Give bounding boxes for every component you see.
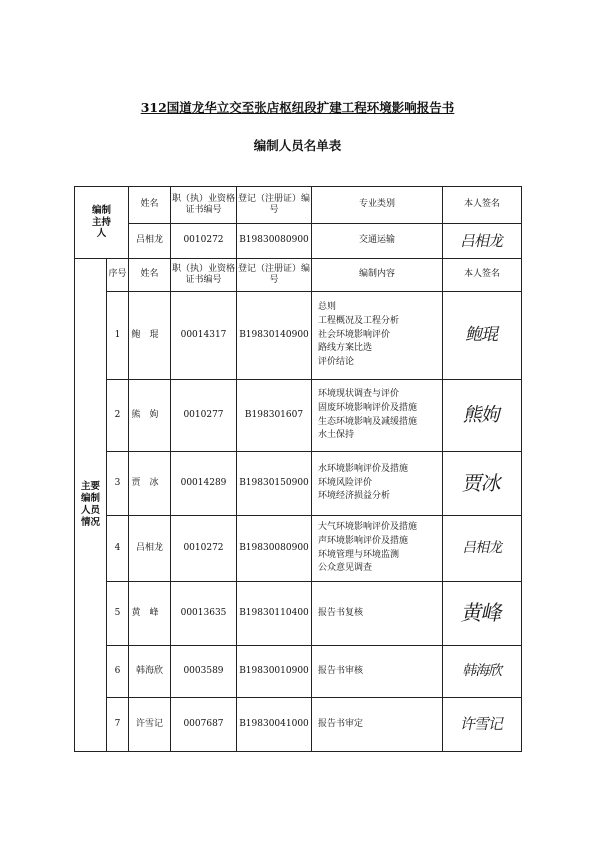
content-line: 水环境影响评价及措施	[318, 463, 409, 474]
handwritten-signature: 贾冰	[460, 471, 504, 495]
row-seq: 3	[107, 452, 129, 516]
row-name: 韩海欣	[129, 646, 171, 698]
row-signature	[443, 698, 522, 752]
row-name: 熊姁	[129, 380, 171, 452]
row-signature	[443, 646, 522, 698]
row-name: 鲍琨	[129, 292, 171, 380]
row-name: 贾冰	[129, 452, 171, 516]
row-cert-no: 00014289	[171, 452, 237, 516]
row-content	[312, 516, 443, 582]
row-reg-no: B19830110400	[237, 582, 312, 646]
row-reg-no: B198301607	[237, 380, 312, 452]
content-line: 生态环境影响及减缓措施	[318, 416, 418, 427]
row-signature	[443, 292, 522, 380]
handwritten-signature: 鲍琨	[464, 324, 501, 345]
content-line: 社会环境影响评价	[318, 329, 391, 340]
handwritten-signature: 吕相龙	[459, 231, 505, 250]
content-line: 总则	[318, 301, 337, 312]
row-cert-no: 0003589	[171, 646, 237, 698]
content-line: 路线方案比选	[318, 343, 373, 354]
staff-header-content: 编制内容	[312, 259, 443, 292]
document-title: 312国道龙华立交至张店枢纽段扩建工程环境影响报告书	[140, 100, 455, 115]
chief-section-label-text: 编制主持人	[91, 204, 111, 240]
staff-header-row	[75, 259, 522, 292]
row-seq: 5	[107, 582, 129, 646]
chief-cert-no: 0010272	[171, 224, 237, 259]
row-cert-no: 0007687	[171, 698, 237, 752]
row-seq: 2	[107, 380, 129, 452]
content-line: 报告书审核	[318, 665, 364, 676]
handwritten-signature: 吕相龙	[460, 539, 504, 556]
chief-header-reg: 登记（注册证）编号	[237, 187, 312, 224]
document-subtitle: 编制人员名单表	[253, 138, 342, 153]
chief-specialty: 交通运输	[312, 224, 443, 259]
row-cert-no: 0010277	[171, 380, 237, 452]
table-row	[75, 516, 522, 582]
chief-header-cert: 职（执）业资格证书编号	[171, 187, 237, 224]
content-line: 固废环境影响评价及措施	[318, 402, 418, 413]
row-reg-no: B19830041000	[237, 698, 312, 752]
content-line: 环境风险评价	[318, 477, 373, 488]
row-content	[312, 292, 443, 380]
chief-header-signature: 本人签名	[443, 187, 522, 224]
content-line: 报告书复核	[318, 607, 364, 618]
content-line: 大气环境影响评价及措施	[318, 521, 418, 532]
content-line: 环境现状调查与评价	[318, 388, 400, 399]
staff-header-signature: 本人签名	[443, 259, 522, 292]
chief-section-label	[75, 187, 129, 259]
row-seq: 1	[107, 292, 129, 380]
content-line: 环境经济损益分析	[318, 491, 391, 502]
staff-header-seq: 序号	[107, 259, 129, 292]
content-line: 环境管理与环境监测	[318, 549, 400, 560]
chief-header-row	[75, 187, 522, 224]
chief-header-name: 姓名	[129, 187, 171, 224]
staff-header-cert: 职（执）业资格证书编号	[171, 259, 237, 292]
row-content	[312, 582, 443, 646]
row-name: 许雪记	[129, 698, 171, 752]
row-reg-no: B19830010900	[237, 646, 312, 698]
staff-header-reg: 登记（注册证）编号	[237, 259, 312, 292]
row-reg-no: B19830080900	[237, 516, 312, 582]
row-reg-no: B19830140900	[237, 292, 312, 380]
row-cert-no: 00013635	[171, 582, 237, 646]
chief-name: 吕相龙	[129, 224, 171, 259]
row-signature	[443, 516, 522, 582]
handwritten-signature: 韩海欣	[460, 662, 504, 679]
table-row	[75, 292, 522, 380]
row-seq: 6	[107, 646, 129, 698]
row-content	[312, 380, 443, 452]
row-seq: 4	[107, 516, 129, 582]
row-cert-no: 0010272	[171, 516, 237, 582]
table-row	[75, 380, 522, 452]
handwritten-signature: 黄峰	[459, 601, 505, 626]
row-content	[312, 646, 443, 698]
row-cert-no: 00014317	[171, 292, 237, 380]
row-name: 吕相龙	[129, 516, 171, 582]
row-seq: 7	[107, 698, 129, 752]
row-signature	[443, 380, 522, 452]
content-line: 评价结论	[318, 357, 355, 368]
row-signature	[443, 582, 522, 646]
table-row	[75, 698, 522, 752]
row-content	[312, 452, 443, 516]
row-signature	[443, 452, 522, 516]
table-row	[75, 452, 522, 516]
content-line: 水土保持	[318, 430, 355, 441]
staff-roster-table	[74, 186, 522, 752]
table-row	[75, 646, 522, 698]
chief-reg-no: B19830080900	[237, 224, 312, 259]
row-name: 黄峰	[129, 582, 171, 646]
content-line: 声环境影响评价及措施	[318, 535, 409, 546]
staff-header-name: 姓名	[129, 259, 171, 292]
content-line: 工程概况及工程分析	[318, 315, 400, 326]
handwritten-signature: 熊姁	[461, 403, 503, 426]
staff-section-label	[75, 259, 107, 752]
content-line: 公众意见调查	[318, 563, 373, 574]
table-row	[75, 582, 522, 646]
handwritten-signature: 许雪记	[459, 715, 505, 734]
row-content	[312, 698, 443, 752]
chief-signature	[443, 224, 522, 259]
row-reg-no: B19830150900	[237, 452, 312, 516]
content-line: 报告书审定	[318, 718, 364, 729]
staff-section-label-text: 主要编制人员情况	[80, 481, 100, 528]
chief-header-specialty: 专业类别	[312, 187, 443, 224]
chief-row	[75, 224, 522, 259]
